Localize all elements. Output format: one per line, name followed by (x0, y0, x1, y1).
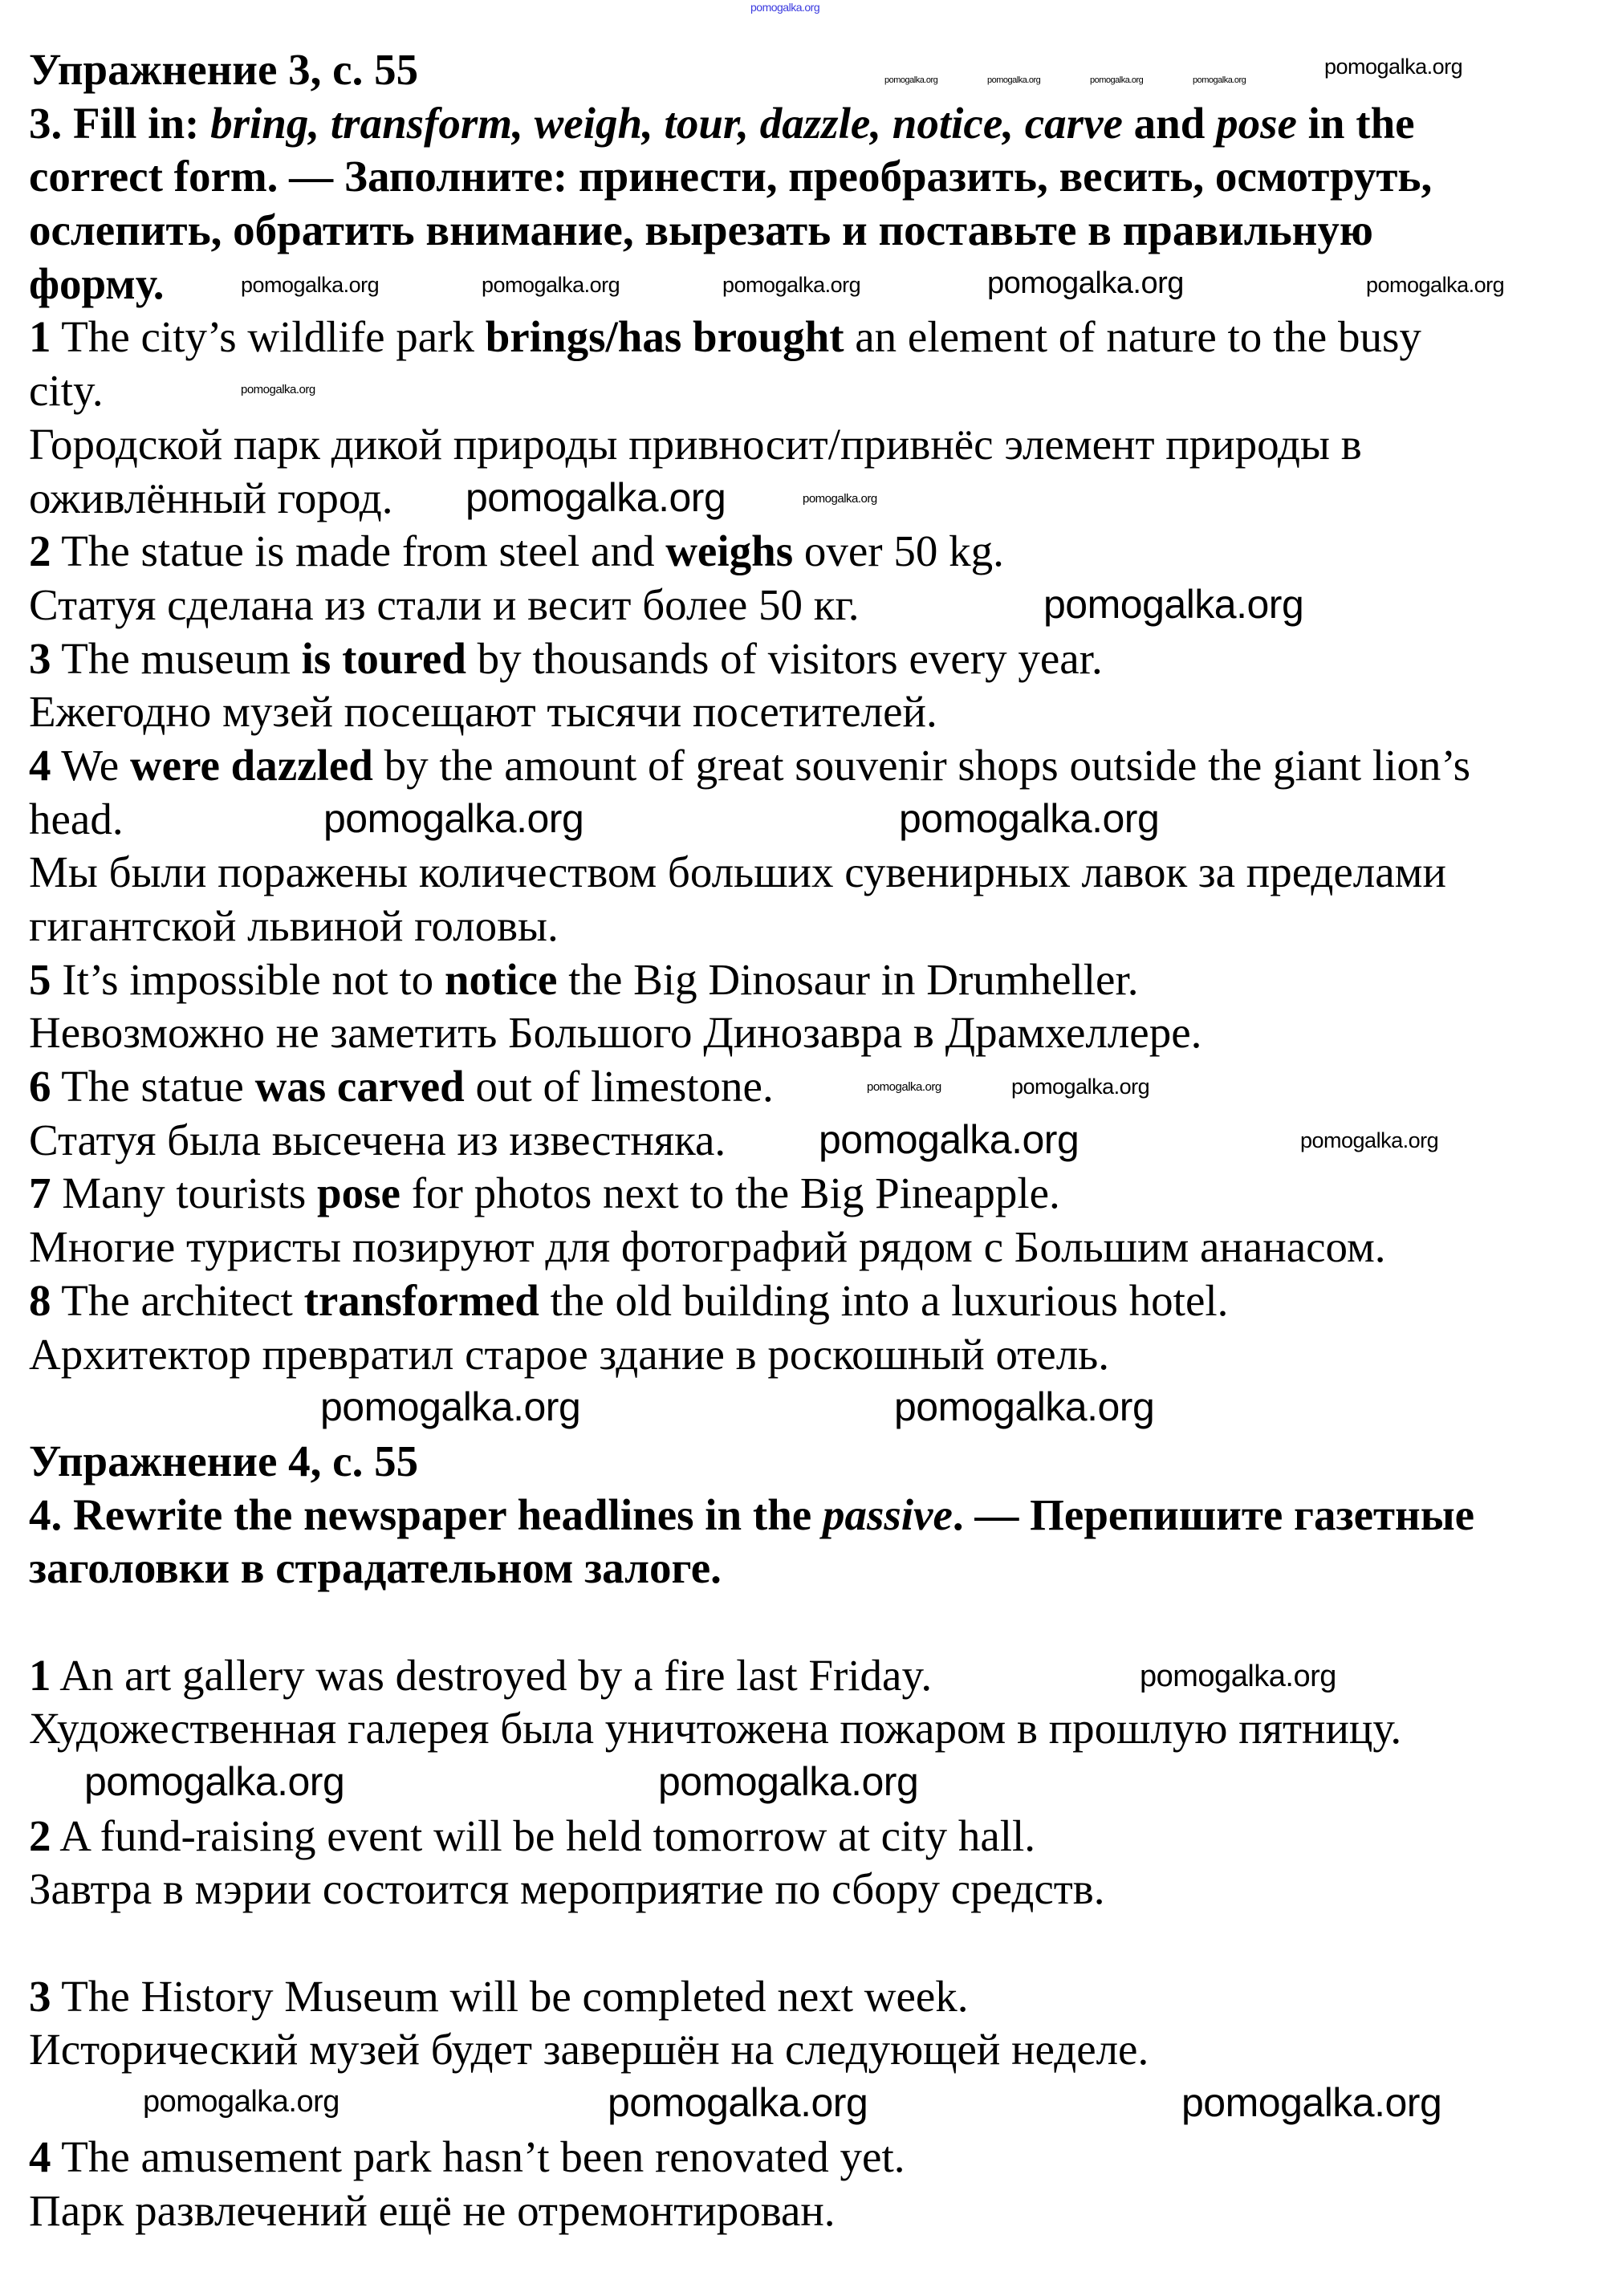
text: The History Museum will be completed next week. (51, 1971, 969, 2021)
watermark: pomogalka.org (466, 475, 726, 520)
bold-text: 1 (29, 312, 51, 362)
text-line (29, 1489, 1474, 1542)
text: out of limestone. (464, 1062, 774, 1111)
watermark: pomogalka.org (819, 1117, 1080, 1162)
bold-text: passive (822, 1489, 953, 1539)
bold-text: Упражнение 4, с. 55 (29, 1436, 419, 1485)
bold-text: Упражнение 3, с. 55 (29, 45, 419, 94)
text: the Big Dinosaur in Drumheller. (557, 954, 1139, 1004)
text-line (29, 97, 1474, 151)
bold-text: 6 (29, 1062, 51, 1111)
document-body (29, 43, 1474, 2237)
bold-text: 2 (29, 1810, 51, 1860)
watermark: pomogalka.org (884, 75, 938, 85)
text: Парк развлечений ещё не отремонтирован. (29, 2185, 836, 2235)
text: The statue is made from steel and (51, 526, 666, 576)
text: head. (29, 794, 124, 843)
watermark: pomogalka.org (1181, 2080, 1442, 2125)
bold-text: transformed (303, 1275, 539, 1325)
watermark: pomogalka.org (987, 75, 1041, 85)
bold-text: brings/has brought (485, 312, 844, 362)
text-line (29, 1595, 1474, 1649)
text: for photos next to the Big Pineapple. (400, 1168, 1060, 1218)
text-line (29, 900, 1474, 953)
text-line (29, 1328, 1474, 1382)
watermark: pomogalka.org (1366, 273, 1505, 297)
text: The statue (51, 1062, 255, 1111)
text-line (29, 1274, 1474, 1328)
text: Статуя была высечена из известняка. (29, 1115, 726, 1164)
bold-text: 2 (29, 526, 51, 576)
watermark: pomogalka.org (323, 796, 584, 841)
text-line (29, 2023, 1474, 2077)
watermark: pomogalka.org (241, 383, 315, 396)
bold-text: 3 (29, 633, 51, 683)
watermark: pomogalka.org (658, 1759, 919, 1804)
bold-text: were dazzled (129, 740, 373, 790)
text-line (29, 1435, 1474, 1489)
watermark: pomogalka.org (987, 266, 1184, 300)
text-line (29, 150, 1474, 204)
text: the old building into a luxurious hotel. (539, 1275, 1229, 1325)
watermark: pomogalka.org (1324, 55, 1463, 79)
bold-text: 8 (29, 1275, 51, 1325)
text-line (29, 1060, 1474, 1114)
text-line (29, 1863, 1474, 1916)
bold-text: notice (444, 954, 558, 1004)
watermark: pomogalka.org (608, 2080, 868, 2125)
bold-text: 3 (29, 1971, 51, 2021)
bold-text: 4 (29, 740, 51, 790)
text-line (29, 2131, 1474, 2184)
bold-text: pose (317, 1168, 400, 1218)
bold-text: in the (1296, 98, 1415, 148)
text-line (29, 846, 1474, 900)
text: Ежегодно музей посещают тысячи посетителей. (29, 687, 937, 737)
text: Исторический музей будет завершён на следующей неделе. (29, 2025, 1149, 2075)
text: The amusement park hasn’t been renovated yet. (51, 2131, 905, 2181)
text: гигантской львиной головы. (29, 901, 559, 950)
text-line (29, 793, 1474, 847)
watermark: pomogalka.org (320, 1384, 581, 1429)
text: An art gallery was destroyed by a fire last Friday. (51, 1650, 933, 1700)
bold-text: and (1122, 98, 1217, 148)
watermark: pomogalka.org (867, 1080, 941, 1094)
text: оживлённый город. (29, 473, 393, 522)
watermark: pomogalka.org (84, 1759, 345, 1804)
watermark: pomogalka.org (1090, 75, 1144, 85)
text: an element of nature to the busy (844, 312, 1421, 362)
bold-text: 4 (29, 2131, 51, 2181)
watermark: pomogalka.org (899, 796, 1160, 841)
text: city. (29, 366, 104, 416)
text: It’s impossible not to (51, 954, 445, 1004)
watermark: pomogalka.org (1011, 1075, 1150, 1099)
text-line (29, 1702, 1474, 1756)
watermark: pomogalka.org (894, 1384, 1155, 1429)
text-line (29, 525, 1474, 579)
bold-text: was carved (254, 1062, 465, 1111)
bold-text: 1 (29, 1650, 51, 1700)
bold-text: заголовки в страдательном залоге. (29, 1543, 722, 1593)
text-line (29, 43, 1474, 97)
text: The museum (51, 633, 302, 683)
bold-text: 4. Rewrite the newspaper headlines in the (29, 1489, 823, 1539)
bold-text: форму. (29, 258, 165, 308)
bold-text: 5 (29, 954, 51, 1004)
bold-text: 7 (29, 1168, 51, 1218)
text-line (29, 1542, 1474, 1595)
text: Многие туристы позируют для фотографий рядом с Большим ананасом. (29, 1222, 1386, 1272)
text: Архитектор превратил старое здание в роскошный отель. (29, 1329, 1109, 1379)
text-line (29, 2184, 1474, 2238)
text-line (29, 632, 1474, 686)
text: Художественная галерея была уничтожена пожаром в прошлую пятницу. (29, 1704, 1402, 1753)
watermark: pomogalka.org (722, 273, 861, 297)
text: Завтра в мэрии состоится мероприятие по сбору средств. (29, 1864, 1105, 1914)
text: Статуя сделана из стали и весит более 50 кг. (29, 579, 860, 629)
text-line (29, 1167, 1474, 1221)
text: The city’s wildlife park (51, 312, 486, 362)
text-line (29, 1221, 1474, 1274)
text: over 50 kg. (793, 526, 1004, 576)
watermark: pomogalka.org (1043, 582, 1304, 627)
text-line (29, 1916, 1474, 1970)
text-line (29, 472, 1474, 526)
text: The architect (51, 1275, 304, 1325)
watermark: pomogalka.org (241, 273, 380, 297)
text-line (29, 1006, 1474, 1060)
text-line (29, 1381, 1474, 1435)
bold-text: is toured (301, 633, 466, 683)
text: Мы были поражены количеством больших сувенирных лавок за пределами (29, 847, 1446, 897)
text-line (29, 204, 1474, 258)
watermark: pomogalka.org (1300, 1128, 1439, 1152)
text: Many tourists (51, 1168, 318, 1218)
bold-text: 3. Fill in: (29, 98, 211, 148)
watermark: pomogalka.org (1193, 75, 1246, 85)
bold-text: bring, transform, weigh, tour, dazzle, notice, carve (210, 98, 1123, 148)
text: by the amount of great souvenir shops outside the giant lion’s (372, 740, 1471, 790)
text-line (29, 1810, 1474, 1863)
text-line (29, 739, 1474, 793)
text-line (29, 685, 1474, 739)
bold-text: . — Перепишите газетные (952, 1489, 1475, 1539)
watermark: pomogalka.org (803, 492, 877, 506)
text-line (29, 1970, 1474, 2024)
bold-text: weighs (665, 526, 794, 576)
watermark: pomogalka.org (750, 1, 820, 14)
text-line (29, 953, 1474, 1007)
bold-text: correct form. — Заполните: принести, преобразить, весить, осмотруть, (29, 152, 1433, 201)
text: by thousands of visitors every year. (466, 633, 1103, 683)
watermark: pomogalka.org (1140, 1660, 1336, 1693)
text-line (29, 1114, 1474, 1168)
text: A fund-raising event will be held tomorrow at city hall. (51, 1810, 1036, 1860)
text-line (29, 311, 1474, 364)
watermark: pomogalka.org (143, 2085, 340, 2119)
bold-text: pose (1216, 98, 1297, 148)
text: Городской парк дикой природы привносит/привнёс элемент природы в (29, 419, 1362, 469)
text-line (29, 418, 1474, 472)
text: Невозможно не заметить Большого Динозавра в Драмхеллере. (29, 1008, 1202, 1058)
watermark: pomogalka.org (482, 273, 620, 297)
text: We (51, 740, 130, 790)
bold-text: ослепить, обратить внимание, вырезать и поставьте в правильную (29, 205, 1373, 255)
